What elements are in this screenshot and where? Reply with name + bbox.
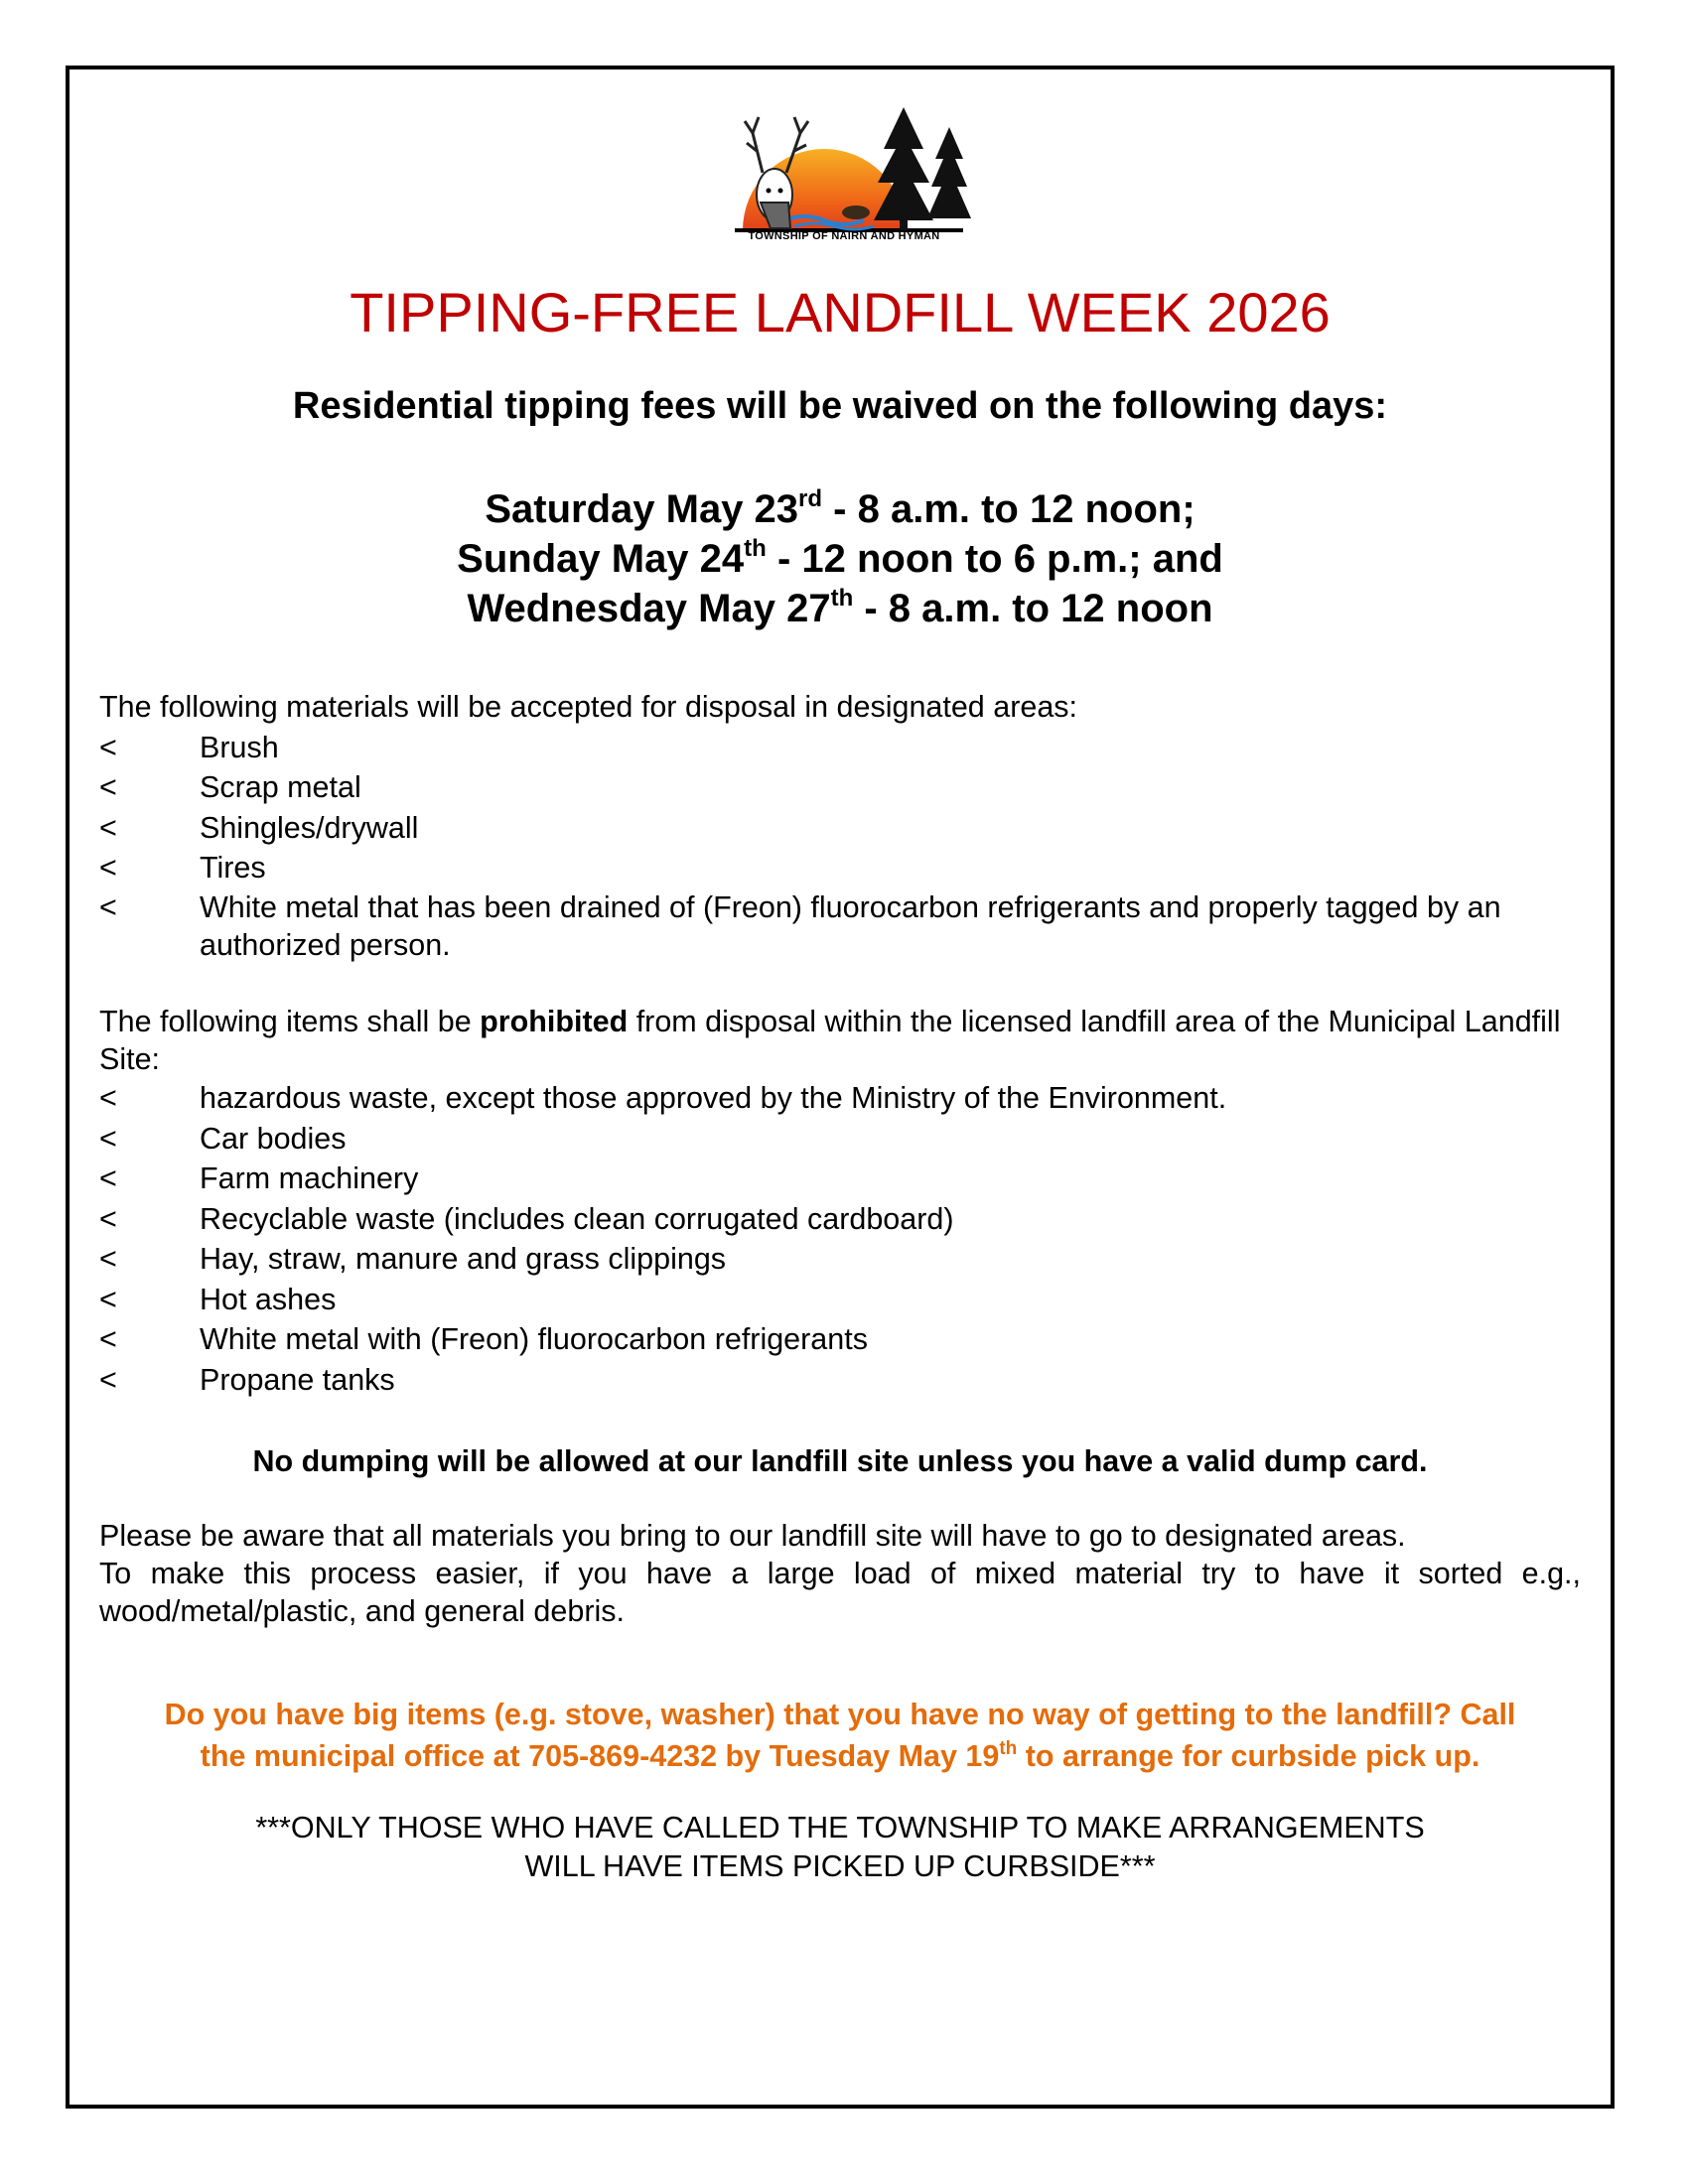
info-line: To make this process easier, if you have a large load of mixed material try to have it sorted e.g., wood/metal/plastic, and general debris.: [99, 1557, 1581, 1628]
list-item: < Farm machinery: [99, 1161, 419, 1195]
date-line: Sunday May 24th - 12 noon to 6 p.m.; and: [457, 535, 1223, 581]
pickup-line: the municipal office at 705-869-4232 by Tuesday May 19th to arrange for curbside pick up.: [200, 1738, 1480, 1773]
logo-caption: TOWNSHIP OF NAIRN AND HYMAN: [748, 230, 940, 242]
info-line: Please be aware that all materials you bring to our landfill site will have to go to designated areas.: [99, 1519, 1406, 1553]
list-item: < White metal that has been drained of (Freon) fluorocarbon refrigerants and properly tagged by an authorized person.: [99, 889, 1501, 962]
list-item: < Hay, straw, manure and grass clippings: [99, 1242, 727, 1276]
accepted-section: [99, 687, 1581, 964]
closing-line: WILL HAVE ITEMS PICKED UP CURBSIDE***: [524, 1849, 1156, 1883]
subtitle: Residential tipping fees will be waived on the following days:: [292, 385, 1388, 427]
list-item: < White metal with (Freon) fluorocarbon refrigerants: [99, 1322, 868, 1356]
list-item: < Tires: [99, 851, 266, 885]
township-logo-icon: [715, 103, 973, 250]
closing-line: ***ONLY THOSE WHO HAVE CALLED THE TOWNSHIP TO MAKE ARRANGEMENTS: [255, 1811, 1425, 1844]
page-title: TIPPING-FREE LANDFILL WEEK 2026: [350, 281, 1331, 343]
list-item: < hazardous waste, except those approved by the Ministry of the Environment.: [99, 1081, 1227, 1115]
date-line: Wednesday May 27th - 8 a.m. to 12 noon: [467, 585, 1213, 630]
prohibited-list: [99, 1078, 1581, 1400]
list-item: < Brush: [99, 730, 279, 764]
pickup-notice: [99, 1694, 1581, 1777]
closing-notice: [66, 1809, 1615, 1886]
pickup-line: Do you have big items (e.g. stove, washer) that you have no way of getting to the landfill? Call: [164, 1698, 1516, 1731]
prohibited-intro: The following items shall be prohibited from disposal within the licensed landfill area of the Municipal Landfill Site:: [99, 1005, 1561, 1076]
list-item: < Recyclable waste (includes clean corrugated cardboard): [99, 1201, 954, 1236]
info-paragraph: [99, 1517, 1581, 1630]
date-line: Saturday May 23rd - 8 a.m. to 12 noon;: [485, 485, 1196, 531]
accepted-intro: The following materials will be accepted for disposal in designated areas:: [99, 690, 1078, 724]
prohibited-section: [99, 1003, 1581, 1400]
list-item: < Scrap metal: [99, 770, 361, 804]
list-item: < Propane tanks: [99, 1362, 395, 1397]
dump-card-notice: No dumping will be allowed at our landfill site unless you have a valid dump card.: [252, 1444, 1428, 1478]
list-item: < Car bodies: [99, 1121, 347, 1156]
list-item: < Shingles/drywall: [99, 810, 419, 845]
accepted-list: [99, 728, 1581, 964]
list-item: < Hot ashes: [99, 1282, 337, 1316]
dates-block: [66, 484, 1615, 633]
